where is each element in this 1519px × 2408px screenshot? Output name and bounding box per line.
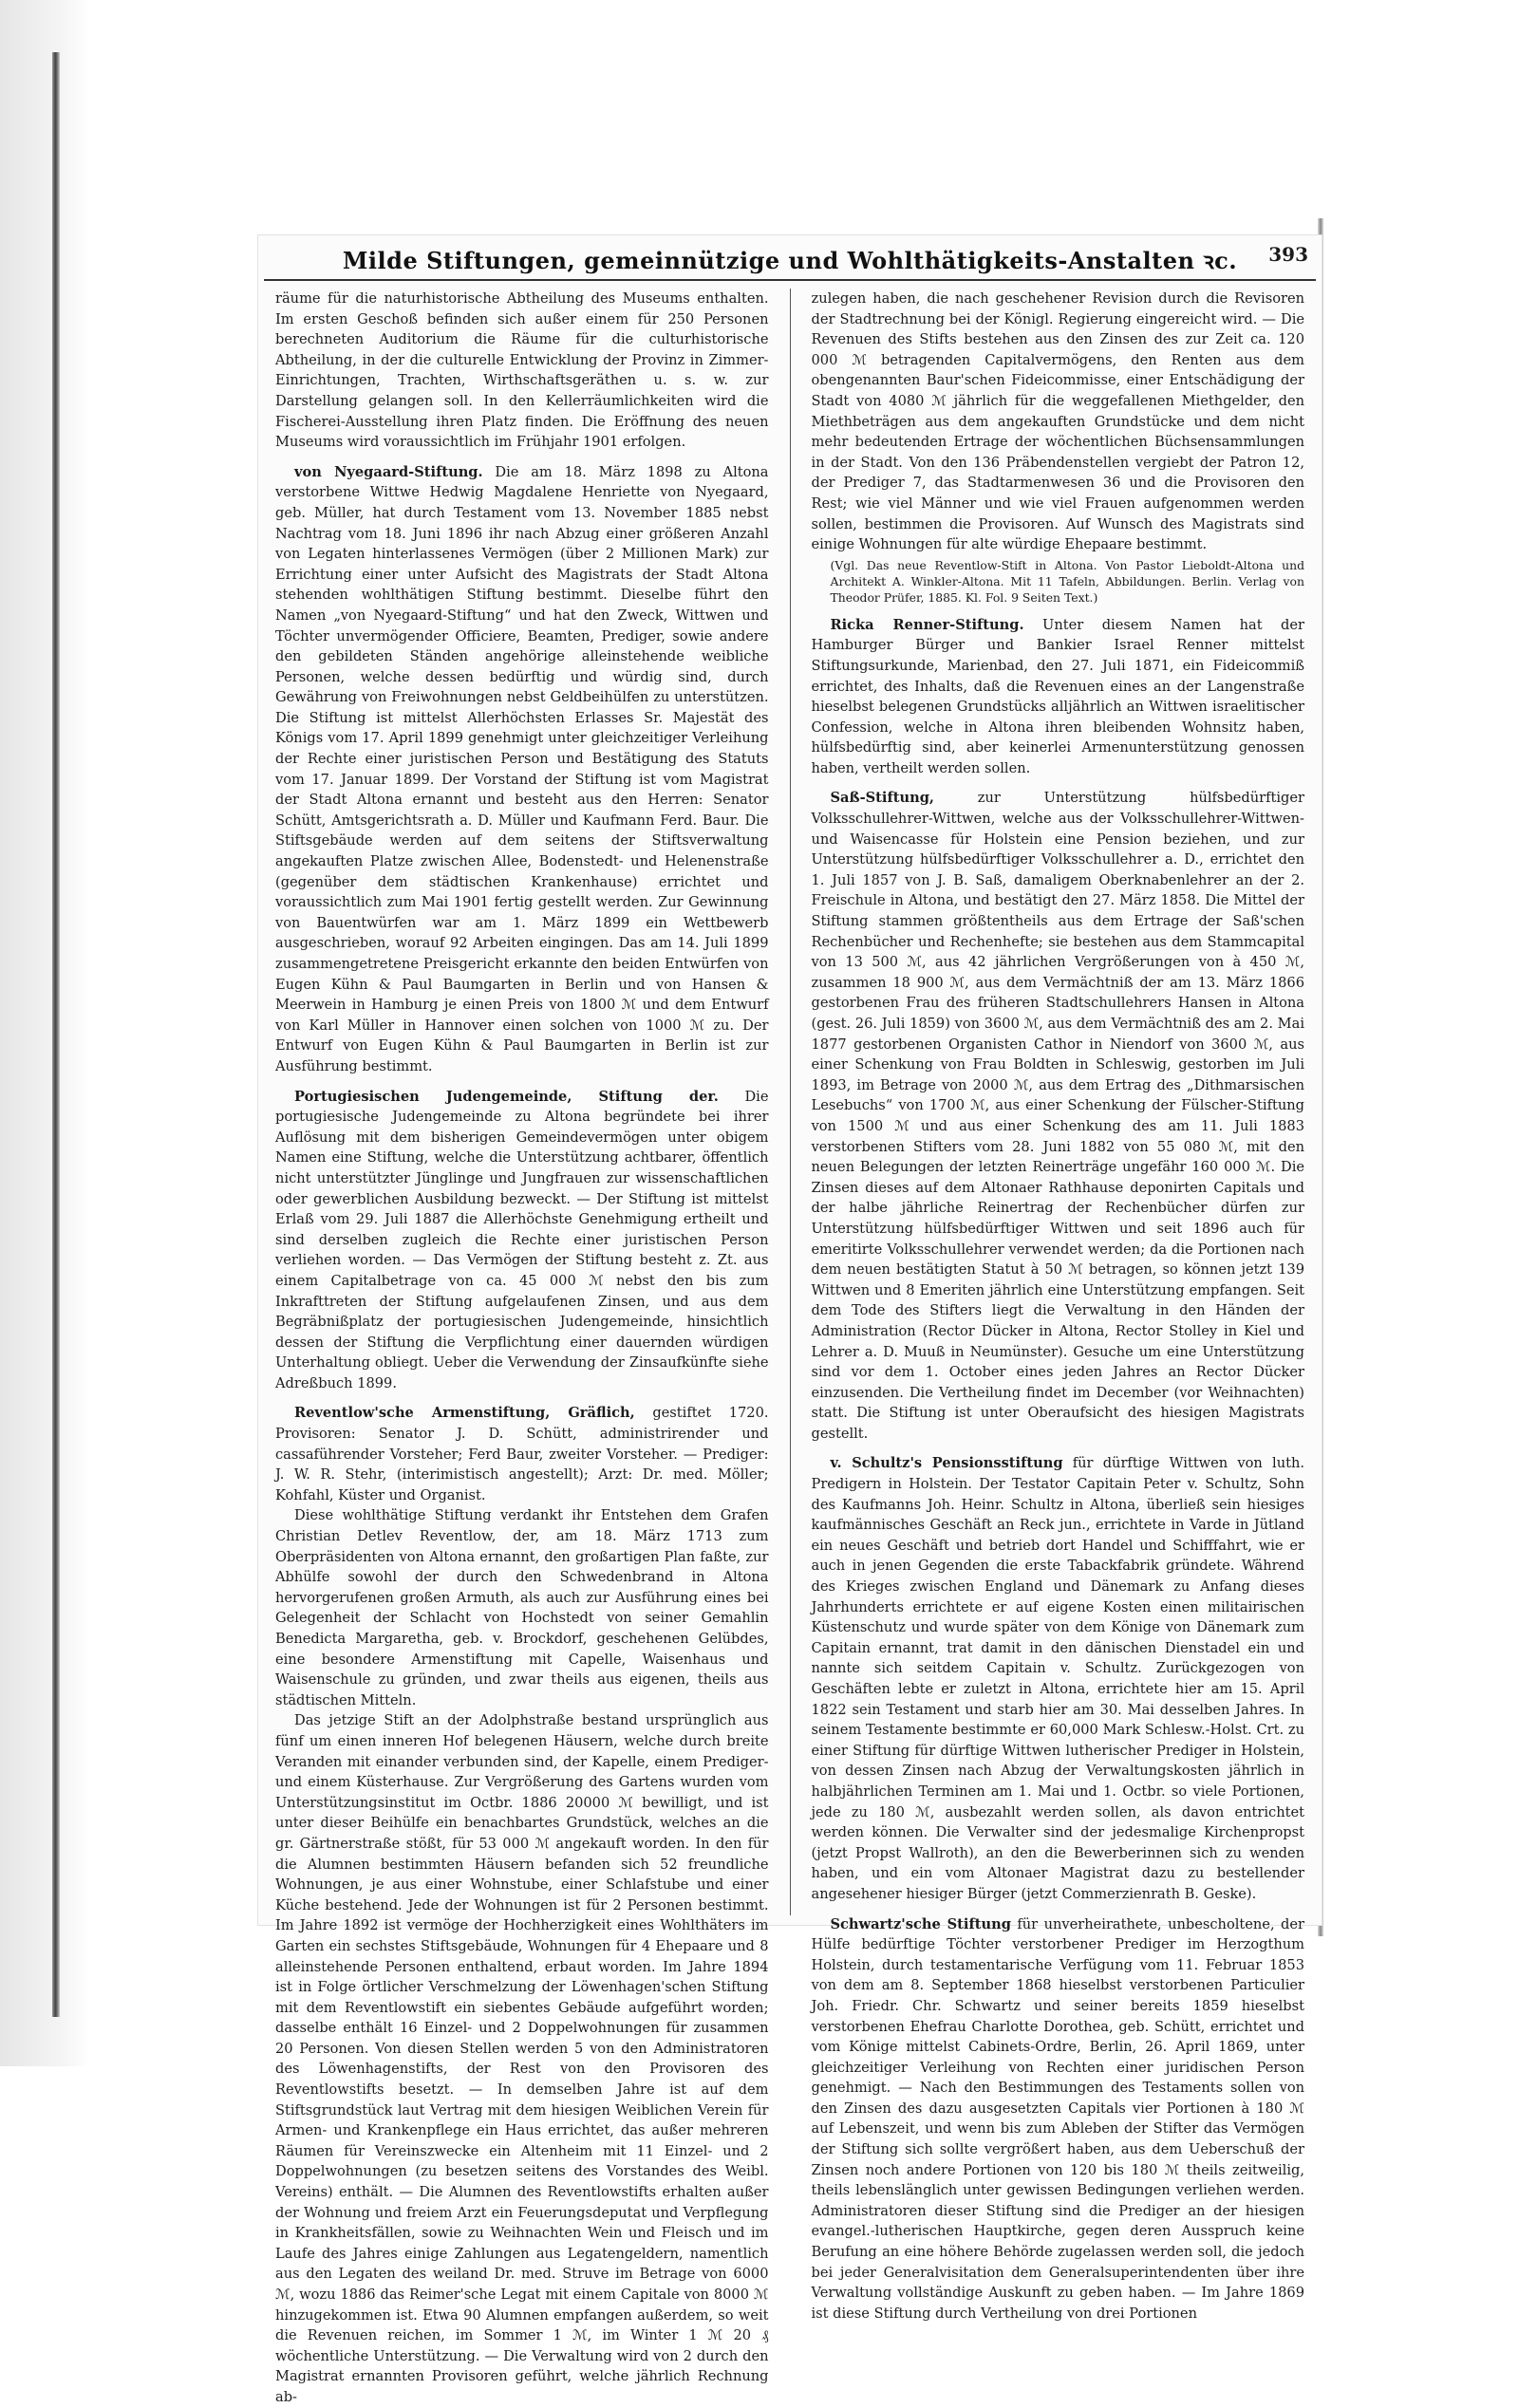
nyegaard-entry [275,462,769,1077]
running-title: Milde Stiftungen, gemeinnützige und Wohlthätigkeits-Anstalten ꝛc. [342,246,1238,274]
renner-entry [812,615,1305,779]
schultz-title: v. Schultz's Pensionsstiftung [830,1455,1063,1472]
gutter-shadow [0,0,90,2066]
juden-title: Portugiesischen Judengemeinde, Stiftung der. [294,1088,719,1105]
schwartz-text: für unverheirathete, unbescholtene, der Hülfe bedürftige Töchter verstorbener Prediger im Herzogthum Holstein, durch testamentarische Verfügung vom 11. Februar 1853 von dem am 8. September 1868 hieselbst verstorbenen Particulier Joh. Friedr. Chr. Schwartz und seiner bereits 1859 hieselbst verstorbenen Ehefrau Charlotte Dorothea, geb. Schütt, errichtet und vom Könige mittelst Cabinets-Ordre, Berlin, 26. April 1869, unter gleichzeitiger Verleihung von Rechten einer juridischen Person genehmigt. — Nach den Bestimmungen des Testaments sollen von den Zinsen des dazu ausgesetzten Capitals vier Portionen à 180 ℳ auf Lebenszeit, und wenn bis zum Ableben der Stifter das Vermögen der Stiftung sich sollte vergrößert haben, aus dem Ueberschuß der Zinsen noch andere Portionen von 120 bis 180 ℳ theils zeitweilig, theils lebenslänglich unter gewissen Bedingungen verliehen werden. Administratoren dieser Stiftung sind die Prediger an der hiesigen evangel.-lutherischen Hauptkirche, gegen deren Ausspruch keine Berufung an eine höhere Behörde zugelassen werden soll, die jedoch bei jeder Generalvisitation dem Generalsuperintendenten über ihre Verwaltung vollständige Auskunft zu geben haben. — Im Jahre 1869 ist diese Stiftung durch Vertheilung von drei Portionen [811,1915,1304,2322]
reventlow-continuation [812,289,1305,606]
sass-entry [812,788,1305,1444]
museum-entry [275,289,769,453]
header-rule [264,279,1316,281]
nyegaard-title: von Nyegaard-Stiftung. [294,463,483,480]
reventlow-title: Reventlow'sche Armenstiftung, Gräflich, [294,1405,635,1422]
text-columns [275,289,1305,2405]
schwartz-entry [812,1914,1305,2324]
document-page [258,235,1322,2405]
juden-entry [275,1087,769,1394]
reventlow-paragraph-2: Diese wohlthätige Stiftung verdankt ihr Entstehen dem Grafen Christian Detlev Reventlow, der, am 18. März 1713 zum Oberpräsidenten von Altona ernannt, den großartigen Plan faßte, zur Abhülfe sowohl der durch den Schwedenbrand in Altona hervorgerufenen großen Armuth, als auch zur Ausführung eines bei Gelegenheit der Schlacht von Hochstedt von seiner Gemahlin Benedicta Margaretha, geb. v. Brockdorf, geschehenen Gelübdes, eine besondere Armenstiftung mit Capelle, Waisenhaus und Waisenschule zu gründen, und zwar theils aus eigenen, theils aus städtischen Mitteln. [275,1507,769,1708]
reventlow-continued-text: zulegen haben, die nach geschehener Revision durch die Revisoren der Stadtrechnung bei der Königl. Regierung eingereicht wird. — Die Revenuen des Stifts bestehen aus den Zinsen des zur Zeit ca. 120 000 ℳ betragenden Capitalvermögens, den Renten aus dem obengenannten Baur'schen Fideicommisse, einer Entschädigung der Stadt von 4080 ℳ jährlich für die weggefallenen Miethgelder, den Miethbeträgen aus dem angekauften Grundstücke und dem nicht mehr bedeutenden Ertrage der wöchentlichen Büchsensammlungen in der Stadt. Von den 136 Präbendenstellen vergiebt der Patron 12, der Prediger 7, das Stadtarmenwesen 36 und die Provisoren den Rest; wie viel Männer und wie viel Frauen aufgenommen werden sollen, bestimmen die Provisoren. Auf Wunsch des Magistrats sind einige Wohnungen für alte würdige Ehepaare bestimmt. [811,290,1304,553]
sass-text: zur Unterstützung hülfsbedürftiger Volksschullehrer-Wittwen, welche aus der Volksschullehrer-Wittwen- und Waisencasse für Holstein eine Pension beziehen, und zur Unterstützung hülfsbedürftiger Volksschullehrer a. D., errichtet den 1. Juli 1857 von J. B. Saß, damaligem Oberknabenlehrer an der 2. Freischule in Altona, und bestätigt den 27. März 1858. Die Mittel der Stiftung stammen größtentheils aus dem Ertrage der Saß'schen Rechenbücher und Rechenhefte; sie bestehen aus dem Stammcapital von 13 500 ℳ, aus 42 jährlichen Vergrößerungen von à 450 ℳ, zusammen 18 900 ℳ, aus dem Vermächtniß der am 13. März 1866 gestorbenen Frau des früheren Stadtschullehrers Hansen in Altona (gest. 26. Juli 1859) von 3600 ℳ, aus dem Vermächtniß des am 2. Mai 1877 gestorbenen Organisten Cathor in Niendorf von 3600 ℳ, aus einer Schenkung von Frau Boldten in Schleswig, gestorben im Juli 1893, im Betrage von 2000 ℳ, aus dem Ertrag des „Dithmarsischen Lesebuchs“ von 1700 ℳ, aus einer Schenkung der Fülscher-Stiftung von 1500 ℳ und aus einer Schenkung des am 11. Juli 1883 verstorbenen Stifters vom 28. Juni 1882 von 55 080 ℳ, mit den neuen Belegungen der letzten Reinerträge ungefähr 160 000 ℳ. Die Zinsen dieses auf dem Altonaer Rathhause deponirten Capitals und der halbe jährliche Reinertrag der Rechenbücher dürfen zur Unterstützung hülfsbedürftiger Wittwen und seit 1896 auch für emeritirte Volksschullehrer verwendet werden; da die Portionen nach dem neuen bestätigten Statut à 50 ℳ betragen, so können jetzt 139 Wittwen und 8 Emeriten jährlich eine Unterstützung empfangen. Seit dem Tode des Stifters liegt die Verwaltung in den Händen der Administration (Rector Dücker in Altona, Rector Stolley in Kiel und Lehrer a. D. Muuß in Neumünster). Gesuche um eine Unterstützung sind vor dem 1. October eines jeden Jahres an Rector Dücker einzusenden. Die Vertheilung findet im December (vor Weihnachten) statt. Die Stiftung ist unter Oberaufsicht des hiesigen Magistrats gestellt. [811,790,1305,1442]
juden-text: Die portugiesische Judengemeinde zu Altona begründete bei ihrer Auflösung mit dem bisherigen Gemeindevermögen unter obigem Namen eine Stiftung, welche die Unterstützung achtbarer, öffentlich nicht unterstützter Jünglinge und Jungfrauen zur wissenschaftlichen oder gewerblichen Ausbildung bezweckt. — Der Stiftung ist mittelst Erlaß vom 29. Juli 1887 die Allerhöchste Genehmigung ertheilt und sind derselben zugleich die Rechte einer juristischen Person verliehen worden. — Das Vermögen der Stiftung besteht z. Zt. aus einem Capitalbetrage von ca. 45 000 ℳ nebst den bis zum Inkrafttreten der Stiftung aufgelaufenen Zinsen, und aus dem Begräbnißplatz der portugiesischen Judengemeinde, hinsichtlich dessen der Stiftung die Verpflichtung einer dauernden würdigen Unterhaltung obliegt. Ueber die Verwendung der Zinsaufkünfte siehe Adreßbuch 1899. [275,1088,769,1391]
museum-paragraph: räume für die naturhistorische Abtheilung des Museums enthalten. Im ersten Geschoß befinden sich außer einem für 250 Personen berechneten Auditorium die Räume für die culturhistorische Abtheilung, in der die culturelle Entwicklung der Provinz in Zimmer-Einrichtungen, Trachten, Wirthschaftsgeräthen u. s. w. zur Darstellung gelangen soll. In den Kellerräumlichkeiten wird die Fischerei-Ausstellung ihren Platz finden. Die Eröffnung des neuen Museums wird voraussichtlich im Frühjahr 1901 erfolgen. [275,290,769,451]
nyegaard-text: Die am 18. März 1898 zu Altona verstorbene Wittwe Hedwig Magdalene Henriette von Nyegaard, geb. Müller, hat durch Testament vom 13. November 1885 nebst Nachtrag vom 18. Juni 1896 ihr nach Abzug einer größeren Anzahl von Legaten hinterlassenes Vermögen (über 2 Millionen Mark) zur Errichtung einer unter Aufsicht des Magistrats der Stadt Altona stehenden wohlthätigen Stiftung bestimmt. Dieselbe führt den Namen „von Nyegaard-Stiftung“ und hat den Zweck, Wittwen und Töchter unvermögender Officiere, Beamten, Prediger, sowie andere den gebildeten Ständen angehörige alleinstehende weibliche Personen, welche dessen bedürftig und würdig sind, durch Gewährung von Freiwohnungen nebst Geldbeihülfen zu unterstützen. Die Stiftung ist mittelst Allerhöchsten Erlasses Sr. Majestät des Königs vom 17. April 1899 genehmigt unter gleichzeitiger Verleihung der Rechte einer juristischen Person und Bestätigung des Statuts vom 17. Januar 1899. Der Vorstand der Stiftung ist vom Magistrat der Stadt Altona ernannt und besteht aus den Herren: Senator Schütt, Amtsgerichtsrath a. D. Müller und Kaufmann Ferd. Baur. Die Stiftsgebäude werden auf dem seitens der Stiftsverwaltung angekauften Platze zwischen Allee, Bodenstedt- und Helenenstraße (gegenüber dem städtischen Krankenhause) errichtet und voraussichtlich zum Mai 1901 fertig gestellt werden. Zur Gewinnung von Bauentwürfen war am 1. März 1899 ein Wettbewerb ausgeschrieben, worauf 92 Arbeiten eingingen. Das am 14. Juli 1899 zusammengetretene Preisgericht erkannte den beiden Entwürfen von Eugen Kühn & Paul Baumgarten in Berlin und von Hansen & Meerwein in Hamburg je einen Preis von 1800 ℳ und dem Entwurf von Karl Müller in Hannover einen solchen von 1000 ℳ zu. Der Entwurf von Eugen Kühn & Paul Baumgarten in Berlin ist zur Ausführung bestimmt. [275,463,769,1074]
schwartz-title: Schwartz'sche Stiftung [830,1915,1011,1932]
page-header [258,243,1322,277]
renner-title: Ricka Renner-Stiftung. [830,616,1024,633]
renner-text: Unter diesem Namen hat der Hamburger Bürger und Bankier Israel Renner mittelst Stiftungsurkunde, Marienbad, den 27. Juli 1871, ein Fideicommiß errichtet, des Inhalts, daß die Revenuen eines an der Langenstraße hieselbst belegenen Grundstücks alljährlich an Wittwen israelitischer Confession, welche in Altona ihren bleibenden Wohnsitz haben, hülfsbedürftig sind, aber keinerlei Armenunterstützung genossen haben, vertheilt werden sollen. [811,616,1304,776]
reventlow-paragraph-3: Das jetzige Stift an der Adolphstraße bestand ursprünglich aus fünf um einen inneren Hof belegenen Häusern, welche durch breite Veranden mit einander verbunden sind, der Kapelle, einem Prediger- und einem Küsterhause. Zur Vergrößerung des Gartens wurden vom Unterstützungsinstitut im Octbr. 1886 20000 ℳ bewilligt, und ist unter dieser Beihülfe ein benachbartes Grundstück, welches an die gr. Gärtnerstraße stößt, für 53 000 ℳ angekauft worden. In den für die Alumnen bestimmten Häusern befanden sich 52 freundliche Wohnungen, je aus einer Wohnstube, einer Schlafstube und einer Küche bestehend. Jede der Wohnungen ist für 2 Personen bestimmt. Im Jahre 1892 ist vermöge der Hochherzigkeit eines Wohlthäters im Garten ein sechstes Stiftsgebäude, Wohnungen für 4 Ehepaare und 8 alleinstehende Personen enthaltend, erbaut worden. Im Jahre 1894 ist in Folge örtlicher Verschmelzung der Löwenhagen'schen Stiftung mit dem Reventlowstift ein siebentes Gebäude aufgeführt worden; dasselbe enthält 16 Einzel- und 2 Doppelwohnungen für zusammen 20 Personen. Von diesen Stellen werden 5 von den Administratoren des Löwenhagenstifts, der Rest von den Provisoren des Reventlowstifts besetzt. — In demselben Jahre ist auf dem Stiftsgrundstück laut Vertrag mit dem hiesigen Weiblichen Verein für Armen- und Krankenpflege ein Haus errichtet, das außer mehreren Räumen für Vereinszwecke ein Altenheim mit 11 Einzel- und 2 Doppelwohnungen (zu besetzen seitens des Vorstandes des Weibl. Vereins) enthält. — Die Alumnen des Reventlowstifts erhalten außer der Wohnung und freiem Arzt ein Feuerungsdeputat und Verpflegung in Krankheitsfällen, sowie zu Weihnachten Wein und Fleisch und im Laufe des Jahres einige Zahlungen aus Legatengeldern, namentlich aus den Legaten des weiland Dr. med. Struve im Betrage von 6000 ℳ, wozu 1886 das Reimer'sche Legat mit einem Capitale von 8000 ℳ hinzugekommen ist. Etwa 90 Alumnen empfangen außerdem, so weit die Revenuen reichen, im Sommer 1 ℳ, im Winter 1 ℳ 20 ₰ wöchentliche Unterstützung. — Die Verwaltung wird von 2 durch den Magistrat ernannten Provisoren geführt, welche jährlich Rechnung ab- [275,1712,769,2405]
column-divider [790,289,791,1915]
page-number: 393 [1268,243,1308,266]
schultz-entry [812,1453,1305,1904]
reventlow-footnote: (Vgl. Das neue Reventlow-Stift in Altona. Von Pastor Lieboldt-Altona und Architekt A. Winkler-Altona. Mit 11 Tafeln, Abbildungen. Berlin. Verlag von Theodor Prüfer, 1885. Kl. Fol. 9 Seiten Text.) [830,557,1304,605]
right-column [811,289,1305,2322]
left-column [275,289,769,2405]
schultz-text: für dürftige Wittwen von luth. Predigern in Holstein. Der Testator Capitain Peter v. Schultz, Sohn des Kaufmanns Joh. Heinr. Schultz in Altona, überließ sein hiesiges kaufmännisches Geschäft an Reck jun., errichtete in Varde in Jütland ein neues Geschäft und betrieb dort Handel und Schifffahrt, wie er auch in jenen Gegenden die erste Tabackfabrik gründete. Während des Krieges zwischen England und Dänemark zu Anfang dieses Jahrhunderts errichtete er auf eigene Kosten einen militairischen Küstenschutz und wurde später von dem Könige von Dänemark zum Capitain ernannt, trat damit in den dänischen Dienstadel ein und nannte sich seitdem Capitain v. Schultz. Zurückgezogen von Geschäften lebte er zuletzt in Altona, errichtete hier am 15. April 1822 sein Testament und starb hier am 30. Mai desselben Jahres. In seinem Testamente bestimmte er 60,000 Mark Schlesw.-Holst. Crt. zu einer Stiftung für dürftige Wittwen lutherischer Prediger in Holstein, von dessen Zinsen nach Abzug der Verwaltungskosten jährlich in halbjährlichen Terminen am 1. Mai und 1. Octbr. so viele Portionen, jede zu 180 ℳ, ausbezahlt werden sollen, als davon entrichtet werden können. Die Verwalter sind der jedesmalige Kirchenpropst (jetzt Propst Wallroth), an den die Bewerberinnen sich zu wenden haben, und ein vom Altonaer Magistrat dazu zu bestellender angesehener hiesiger Bürger (jetzt Commerzienrath B. Geske). [811,1455,1305,1902]
reventlow-entry [275,1403,769,2407]
reventlow-text: gestiftet 1720. Provisoren: Senator J. D. Schütt, administrirender und cassaführender Vorsteher; Ferd Baur, zweiter Vorsteher. — Prediger: J. W. R. Stehr, (interimistisch angestellt); Arzt: Dr. med. Möller; Kohfahl, Küster und Organist. [275,1405,769,1503]
sass-title: Saß-Stiftung, [830,790,934,807]
book-spine [52,52,60,2017]
